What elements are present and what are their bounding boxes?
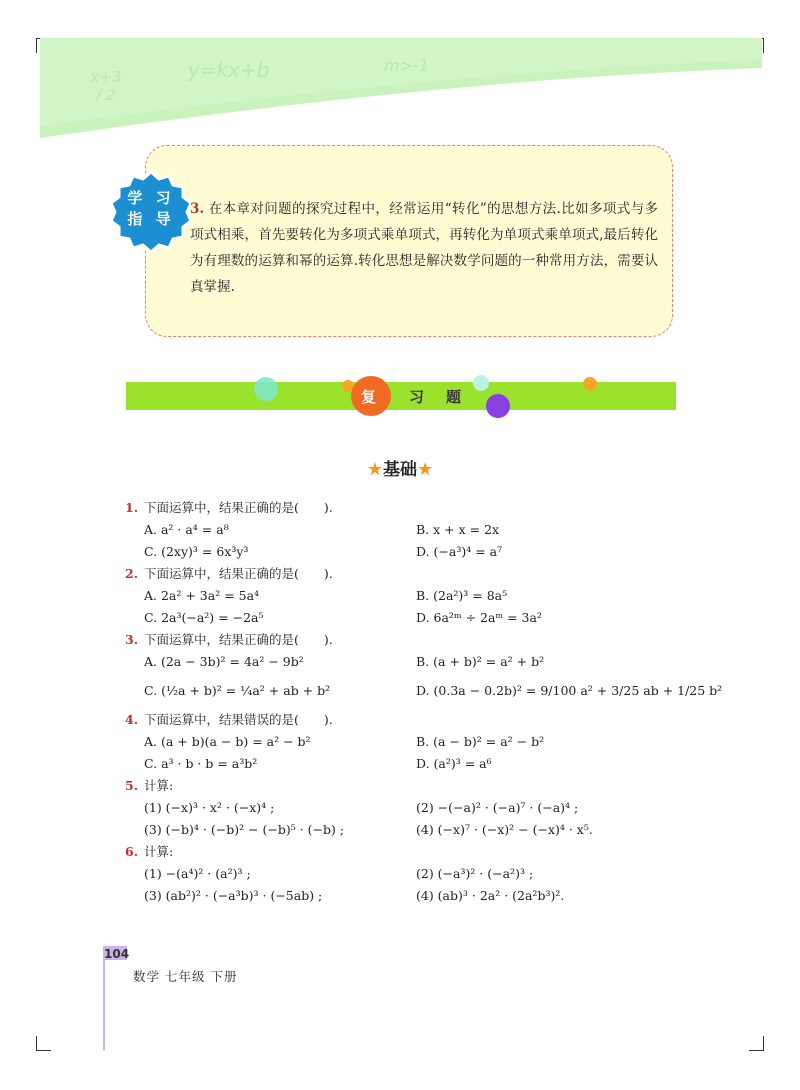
- exercise-stem: 下面运算中，结果正确的是( ).: [144, 632, 333, 647]
- option: D. (a²)³ = a⁶: [416, 756, 492, 771]
- crop-mark-bottom-right: [749, 1036, 764, 1051]
- option: B. x + x = 2x: [416, 522, 500, 537]
- exercise-stem: 计算:: [144, 778, 174, 793]
- option: D. 6a²ᵐ ÷ 2aᵐ = 3a²: [416, 610, 542, 625]
- option: D. (−a³)⁴ = a⁷: [416, 544, 503, 559]
- crop-mark-bottom-left: [36, 1036, 51, 1051]
- guide-item-number: 3.: [190, 201, 205, 217]
- sub-problem: (1) −(a⁴)² · (a²)³ ;: [144, 866, 251, 881]
- exercise-number: 5.: [125, 778, 139, 793]
- exercise-item: [125, 709, 685, 775]
- star-icon: ★: [417, 459, 434, 480]
- option: A. a² · a⁴ = a⁸: [144, 522, 229, 537]
- exercise-number: 4.: [125, 712, 139, 727]
- star-icon: ★: [366, 459, 383, 480]
- sub-problem: (3) (−b)⁴ · (−b)² − (−b)⁵ · (−b) ;: [144, 822, 345, 837]
- exercise-number: 6.: [125, 844, 139, 859]
- exercise-item: [125, 775, 685, 841]
- exercise-stem: 计算:: [144, 844, 174, 859]
- section-label: 基础: [383, 460, 417, 480]
- book-title: 数学 七年级 下册: [133, 969, 238, 984]
- exercise-item: [125, 841, 685, 907]
- exercise-list: [125, 497, 723, 907]
- option: B. (a + b)² = a² + b²: [416, 654, 545, 669]
- option: A. (a + b)(a − b) = a² − b²: [144, 734, 311, 749]
- option: C. 2a³(−a²) = −2a⁵: [144, 610, 264, 625]
- option: C. a³ · b · b = a³b²: [144, 756, 258, 771]
- banner-deco-inequality: m>-1: [384, 56, 429, 75]
- learning-guide-badge-label: 学 习 指 导: [127, 189, 175, 228]
- exercise-stem: 下面运算中，结果正确的是( ).: [144, 566, 333, 581]
- option: B. (2a²)³ = 8a⁵: [416, 588, 508, 603]
- option: B. (a − b)² = a² − b²: [416, 734, 545, 749]
- sub-problem: (4) (−x)⁷ · (−x)² − (−x)⁴ · x⁵.: [416, 822, 593, 837]
- banner-deco-fraction: x+3 / 2: [90, 68, 122, 104]
- page-margin-line: [103, 946, 105, 1050]
- option: A. (2a − 3b)² = 4a² − 9b²: [144, 654, 304, 669]
- sub-problem: (3) (ab²)² · (−a³b)³ · (−5ab) ;: [144, 888, 323, 903]
- option: A. 2a² + 3a² = 5a⁴: [144, 588, 260, 603]
- page-number: 104: [104, 947, 130, 961]
- sub-problem: (2) −(−a)² · (−a)⁷ · (−a)⁴ ;: [416, 800, 579, 815]
- exercise-item: [125, 563, 685, 629]
- exercise-number: 2.: [125, 566, 139, 581]
- section-heading-basic: [0, 455, 800, 480]
- sub-problem: (2) (−a³)² · (−a²)³ ;: [416, 866, 534, 881]
- header-banner: [40, 38, 762, 138]
- banner-deco-linear-eq: y=kx+b: [188, 58, 270, 82]
- exercise-item: [125, 629, 723, 709]
- exercise-item: [125, 497, 685, 563]
- review-title-char-1: 复: [361, 388, 377, 406]
- option: C. (2xy)³ = 6x³y³: [144, 544, 249, 559]
- exercise-stem: 下面运算中，结果正确的是( ).: [144, 500, 333, 515]
- review-exercises-banner: [126, 368, 676, 422]
- exercise-stem: 下面运算中，结果错误的是( ).: [144, 712, 333, 727]
- exercise-number: 1.: [125, 500, 139, 515]
- learning-guide-text: [190, 196, 658, 300]
- review-title-char-3: 题: [446, 388, 462, 406]
- review-title-char-2: 习: [409, 388, 425, 406]
- option: D. (0.3a − 0.2b)² = 9/100 a² + 3/25 ab + 1/25 b²: [416, 683, 723, 698]
- exercise-number: 3.: [125, 632, 139, 647]
- sub-problem: (1) (−x)³ · x² · (−x)⁴ ;: [144, 800, 275, 815]
- option: C. (½a + b)² = ¼a² + ab + b²: [144, 683, 331, 698]
- guide-item-body: 在本章对问题的探究过程中，经常运用“转化”的思想方法.比如多项式与多项式相乘，首先要转化为多项式乘单项式，再转化为单项式乘单项式,最后转化为有理数的运算和幂的运算.转化思想是解决数学问题的一种常用方法，需要认真掌握.: [190, 201, 658, 295]
- sub-problem: (4) (ab)³ · 2a² · (2a²b³)².: [416, 888, 565, 903]
